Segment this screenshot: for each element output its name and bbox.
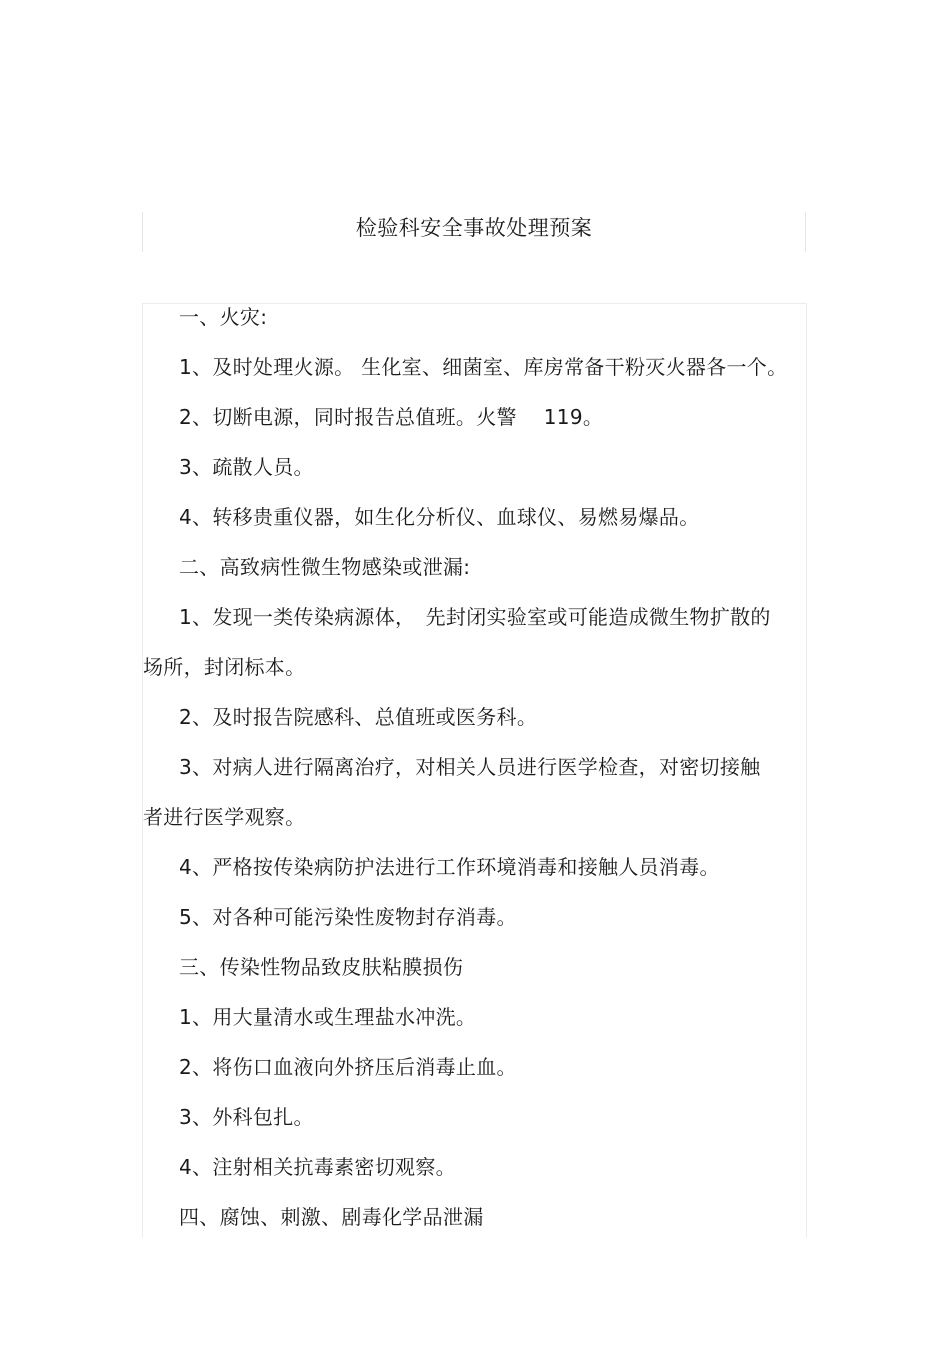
paragraph-line: 1、发现一类传染病源体， 先封闭实验室或可能造成微生物扩散的 xyxy=(179,605,771,629)
paragraph-line: 3、疏散人员。 xyxy=(179,455,314,479)
paragraph-line: 2、切断电源，同时报告总值班。火警 119。 xyxy=(179,405,604,429)
paragraph-line: 5、对各种可能污染性废物封存消毒。 xyxy=(179,905,517,929)
paragraph-line: 者进行医学观察。 xyxy=(143,805,306,829)
section-heading-injury: 三、传染性物品致皮肤粘膜损伤 xyxy=(179,955,464,979)
paragraph-line: 4、转移贵重仪器，如生化分析仪、血球仪、易燃易爆品。 xyxy=(179,505,700,529)
section-heading-chemical: 四、腐蚀、刺激、剧毒化学品泄漏 xyxy=(179,1205,484,1229)
title-frame xyxy=(142,212,806,252)
paragraph-line: 4、严格按传染病防护法进行工作环境消毒和接触人员消毒。 xyxy=(179,855,720,879)
paragraph-line: 3、对病人进行隔离治疗，对相关人员进行医学检查，对密切接触 xyxy=(179,755,761,779)
paragraph-line: 1、用大量清水或生理盐水冲洗。 xyxy=(179,1005,477,1029)
document-body xyxy=(142,303,807,1238)
paragraph-line: 2、及时报告院感科、总值班或医务科。 xyxy=(179,705,538,729)
section-heading-fire: 一、火灾: xyxy=(179,305,268,329)
paragraph-line: 1、及时处理火源。 生化室、细菌室、库房常备干粉灭火器各一个。 xyxy=(179,355,788,379)
section-heading-microbe: 二、高致病性微生物感染或泄漏: xyxy=(179,555,471,579)
paragraph-line: 3、外科包扎。 xyxy=(179,1105,314,1129)
paragraph-line: 场所，封闭标本。 xyxy=(143,655,306,679)
paragraph-line: 4、注射相关抗毒素密切观察。 xyxy=(179,1155,456,1179)
page-title: 检验科安全事故处理预案 xyxy=(355,216,593,240)
paragraph-line: 2、将伤口血液向外挤压后消毒止血。 xyxy=(179,1055,517,1079)
